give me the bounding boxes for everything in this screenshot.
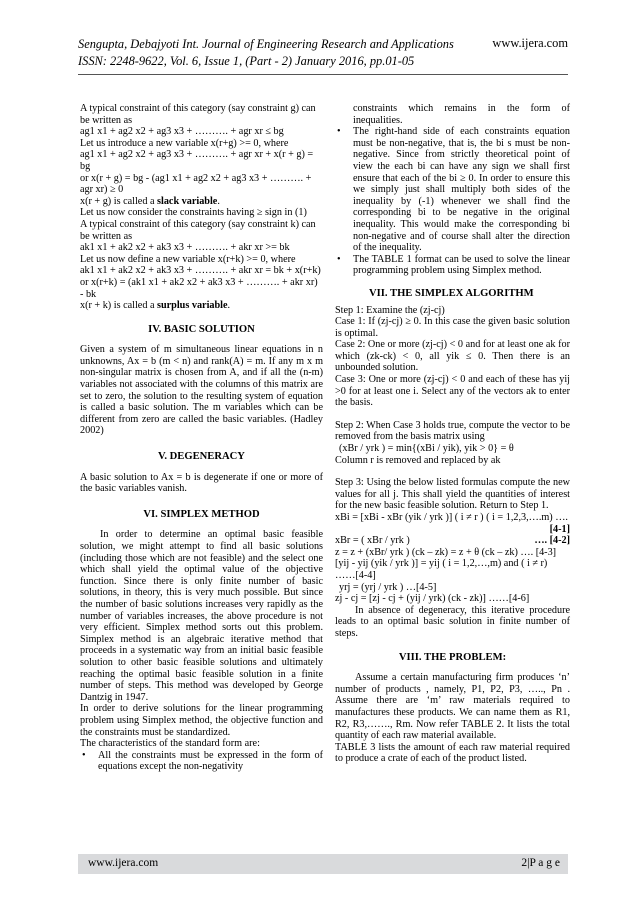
issn-line: ISSN: 2248-9622, Vol. 6, Issue 1, (Part - 2) January 2016, pp.01-05	[78, 54, 415, 68]
degeneracy-note: In absence of degeneracy, this iterative procedure leads to an optimal basic solution in finite number of steps.	[335, 604, 570, 639]
problem-paragraph: Assume a certain manufacturing firm produces ‘n’ number of products , namely, P1, P2, P3, ….., Pn . Assume there are ‘m’ raw materials required to manufactures these products. We can name them as R1, R2, R3,……., Rm. Now refer TABLE 2. It lists the total quantity of each raw material available.	[335, 672, 570, 742]
equation: ak1 x1 + ak2 x2 + ak3 x3 + ………. + akr xr >= bk	[80, 242, 290, 254]
right-column	[335, 103, 570, 765]
slack-definition: x(r + g) is called a slack variable.	[80, 195, 220, 207]
equation: ag1 x1 + ag2 x2 + ag3 x3 + ………. + agr xr + x(r + g) = bg	[80, 149, 314, 172]
bullet-item: • The right-hand side of each constraints equation must be non-negative, that is, the bi s must be non-negative. Since from strictly theoretical point of view the each bi can have any sign we shall first ensure that each of the bi ≥ 0. In order to ensure this we simply just shall multiply both sides of the inequality by (-1) whenever we shall find the corresponding bi to be negative in the original inequality. This would make the corresponding bi non-negative and of course shall alter the direction of the inequality.	[335, 126, 570, 254]
section-heading-basic-solution: IV. BASIC SOLUTION	[148, 323, 255, 335]
step-2: Step 2: When Case 3 holds true, compute the vector to be removed from the basis matrix using	[335, 419, 570, 443]
formula-4-3: z = z + (xBr/ yrk ) (ck – zk) = z + θ (ck – zk) …. [4-3]	[335, 546, 557, 558]
case-1: Case 1: If (zj-cj) ≥ 0. In this case the given basic solution is optimal.	[335, 316, 570, 339]
paragraph: Let us now define a new variable x(r+k) >= 0, where	[80, 253, 296, 265]
formula-4-1: xBi = [xBi - xBr (yik / yrk )] ( i ≠ r ) ( i = 1,2,3,….m) ….	[335, 512, 568, 523]
running-header	[78, 36, 568, 70]
equation: or x(r + g) = bg - (ag1 x1 + ag2 x2 + ag3 x3 + ………. + agr xr) ≥ 0	[80, 172, 312, 196]
bullet-item: • All the constraints must be expressed in the form of equations except the non-negativity	[80, 750, 323, 773]
paragraph: Column r is removed and replaced by ak	[335, 454, 501, 466]
formula-4-4: [yij - yij (yik / yrk )] = yij ( i = 1,2,…,m) and ( i ≠ r) ……[4-4]	[335, 558, 548, 581]
formula-4-5: yrj = (yrj / yrk ) …[4-5]	[339, 581, 437, 593]
surplus-term: surplus variable	[157, 300, 228, 312]
constraint-k-intro: A typical constraint of this category (say constraint k) can be written as	[80, 218, 316, 242]
surplus-definition: x(r + k) is called a surplus variable.	[80, 300, 231, 312]
page-footer	[78, 854, 568, 874]
formula-tag: [4-1]	[549, 523, 570, 535]
case-3: Case 3: One or more (zj-cj) < 0 and each of these has yij >0 for at least one i. Select any of the vectors ak to enter the basis.	[335, 374, 570, 409]
equation: or x(r+k) = (ak1 x1 + ak2 x2 + ak3 x3 + ………. + akr xr) - bk	[80, 276, 318, 300]
equation: ak1 x1 + ak2 x2 + ak3 x3 + ………. + akr xr = bk + x(r+k)	[80, 265, 321, 277]
case-2: Case 2: One or more (zj-cj) < 0 and for at least one ak for which (zk-ck) < 0, all yik ≤ 0. Then there is an unbounded solution.	[335, 339, 570, 374]
equation: ag1 x1 + ag2 x2 + ag3 x3 + ………. + agr xr ≤ bg	[80, 126, 284, 138]
journal-website[interactable]: www.ijera.com	[492, 36, 568, 50]
table-3-paragraph: TABLE 3 lists the amount of each raw material required to produce a crate of each of the product listed.	[335, 741, 570, 765]
journal-citation: Sengupta, Debajyoti Int. Journal of Engineering Research and Applications	[78, 37, 454, 51]
formula-4-2: xBr = ( xBr / yrk ) …. [4-2]	[335, 535, 570, 547]
page-number: 2|P a g e	[521, 857, 560, 869]
section-heading-the-problem: VIII. THE PROBLEM:	[398, 651, 507, 663]
paragraph: The characteristics of the standard form are:	[80, 738, 260, 750]
formula-tag: …. [4-2]	[534, 535, 570, 547]
formula-4-6: zj - cj = [zj - cj + (yij / yrk) (ck - zk)] ……[4-6]	[335, 593, 530, 605]
ratio-test-equation: (xBr / yrk ) = min{(xBi / yik), yik > 0} = θ	[339, 443, 514, 455]
section-heading-simplex-method: VI. SIMPLEX METHOD	[143, 508, 260, 520]
left-column	[80, 103, 323, 773]
basic-solution-paragraph: Given a system of m simultaneous linear equations in n unknowns, Ax = b (m < n) and rank(A) = m. If any m x m non-singular matrix is chosen from A, and if all the (n-m) variables not associated with the columns of this matrix are set to zero, the solution to the resulting system of equation is called a basic solution. The m variables which can be different from zero are called the basic variables. (Hadley 2002)	[80, 344, 323, 437]
slack-term: slack variable	[157, 195, 218, 207]
bullet-continuation: constraints which remains in the form of inequalities.	[353, 103, 570, 126]
section-heading-degeneracy: V. DEGENERACY	[158, 451, 245, 463]
footer-website[interactable]: www.ijera.com	[88, 857, 159, 869]
section-heading-simplex-algorithm: VII. THE SIMPLEX ALGORITHM	[369, 287, 534, 299]
bullet-item: • The TABLE 1 format can be used to solve the linear programming problem using Simplex method.	[335, 254, 570, 277]
paragraph: Let us introduce a new variable x(r+g) >= 0, where	[80, 137, 289, 149]
standardization-paragraph: In order to derive solutions for the linear programming problem using Simplex method, the objective function and the constraints must be standardized.	[80, 703, 323, 738]
step-1: Step 1: Examine the (zj-cj)	[335, 304, 445, 316]
constraint-g-intro: A typical constraint of this category (say constraint g) can be written as	[80, 103, 316, 126]
simplex-method-paragraph: In order to determine an optimal basic feasible solution, we might attempt to find all basic solutions (including those which are not feasible) and the select one which shall yield the optimal value of the objective function. Since there is only finite number of basic solutions, in theory, this is very much possible. But since the number of basic solutions increases very rapidly as the number of variables increases, the above procedure is not very efficient. Simplex method sorts out this problem. Simplex method is an algebraic iterative method that proceeds in a systematic way from an initial basic feasible solution to other basic feasible solutions and ultimately reaching the optimal basic feasible solution in a finite number of steps. This method was developed by George Dantzig in 1947.	[80, 529, 323, 703]
paragraph: Let us now consider the constraints having ≥ sign in (1)	[80, 207, 307, 219]
step-3: Step 3: Using the below listed formulas compute the new values for all j. This shall yield the quantities of interest for the new basic feasible solution. Return to Step 1.	[335, 477, 570, 512]
header-rule	[78, 74, 568, 75]
degeneracy-paragraph: A basic solution to Ax = b is degenerate if one or more of the basic variables vanish.	[80, 471, 323, 495]
